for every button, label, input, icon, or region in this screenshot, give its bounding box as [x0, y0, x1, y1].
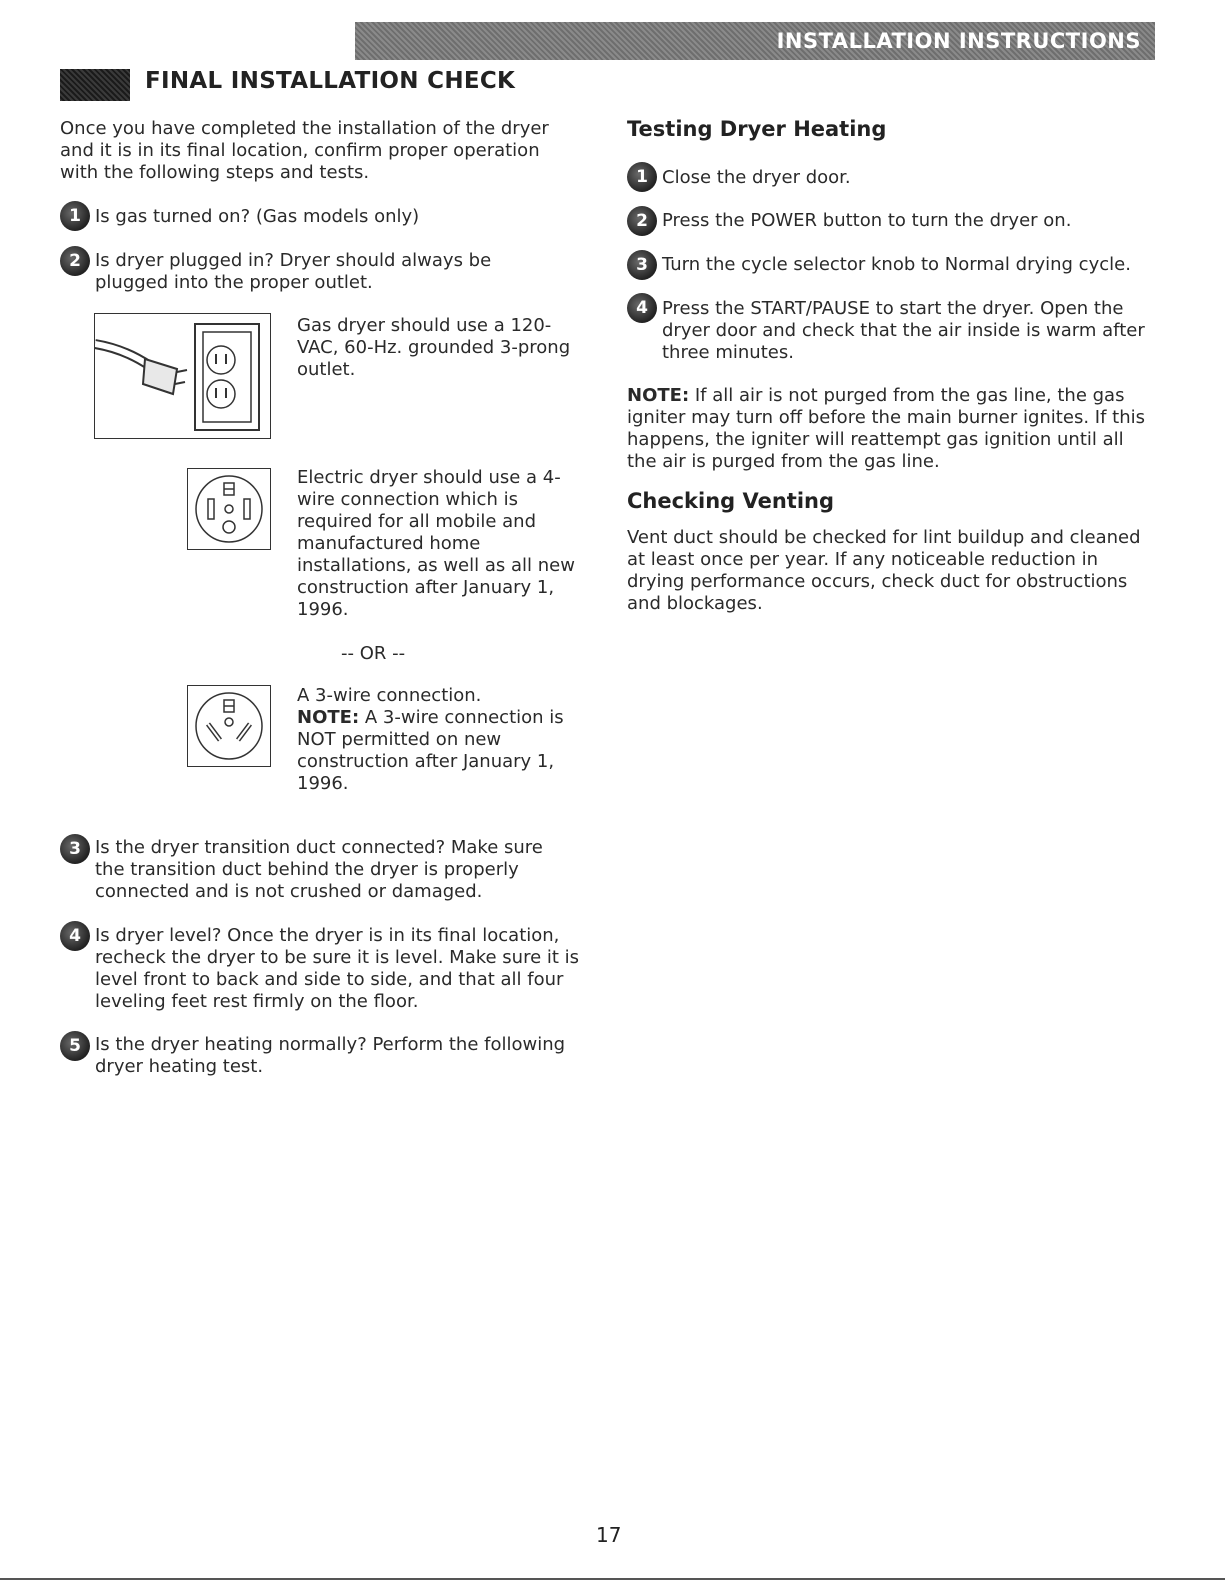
- check-1-badge: 1: [60, 201, 90, 231]
- section-title: FINAL INSTALLATION CHECK: [145, 68, 516, 94]
- header-banner: [355, 22, 1155, 60]
- three-wire-note-label: NOTE:: [297, 707, 360, 728]
- plug-outlet-icon: [95, 314, 270, 438]
- check-5-text: Is the dryer heating normally? Perform the following dryer heating test.: [95, 1034, 566, 1077]
- page-number: 17: [596, 1523, 622, 1547]
- check-2-badge: 2: [60, 246, 90, 276]
- testing-note-label: NOTE:: [627, 385, 690, 406]
- four-wire-text: Electric dryer should use a 4-wire connection which is required for all mobile and manufactured home installations, as well as all new construction after January 1, 1996.: [297, 467, 575, 620]
- section-marker: [60, 69, 130, 101]
- test-step-2-text: Press the POWER button to turn the dryer on.: [662, 210, 1072, 231]
- test-step-1-badge: 1: [627, 162, 657, 192]
- testing-note: [627, 385, 1152, 473]
- testing-heading: Testing Dryer Heating: [627, 117, 887, 141]
- check-3-text: Is the dryer transition duct connected? Make sure the transition duct behind the dryer is properly connected and is not crushed or damaged.: [95, 837, 543, 902]
- banner-title: INSTALLATION INSTRUCTIONS: [776, 29, 1141, 53]
- test-step-3-badge: 3: [627, 250, 657, 280]
- three-wire-text: [297, 685, 577, 795]
- or-separator: -- OR --: [341, 643, 406, 664]
- test-step-4-text: Press the START/PAUSE to start the dryer. Open the dryer door and check that the air inside is warm after three minutes.: [662, 298, 1145, 363]
- four-wire-outlet-image: [187, 468, 271, 550]
- check-4-badge: 4: [60, 921, 90, 951]
- three-wire-label: A 3-wire connection.: [297, 685, 482, 706]
- test-step-2-badge: 2: [627, 206, 657, 236]
- test-step-1-text: Close the dryer door.: [662, 167, 851, 188]
- check-2-text: Is dryer plugged in? Dryer should always be plugged into the proper outlet.: [95, 250, 492, 293]
- test-step-4-badge: 4: [627, 293, 657, 323]
- check-4-text: Is dryer level? Once the dryer is in its final location, recheck the dryer to be sure it is level. Make sure it is level front to back and side to side, and that all four leveling feet rest firmly on the floor.: [95, 925, 580, 1012]
- test-step-3-text: Turn the cycle selector knob to Normal drying cycle.: [662, 254, 1131, 275]
- venting-heading: Checking Venting: [627, 489, 835, 513]
- four-wire-outlet-icon: [188, 469, 270, 549]
- three-wire-outlet-image: [187, 685, 271, 767]
- gas-outlet-text: Gas dryer should use a 120-VAC, 60-Hz. grounded 3-prong outlet.: [297, 315, 571, 380]
- intro-paragraph: Once you have completed the installation of the dryer and it is in its final location, confirm proper operation with the following steps and tests.: [60, 118, 549, 183]
- gas-outlet-image: [94, 313, 271, 439]
- check-3-badge: 3: [60, 834, 90, 864]
- venting-text: Vent duct should be checked for lint buildup and cleaned at least once per year. If any noticeable reduction in drying performance occurs, check duct for obstructions and blockages.: [627, 527, 1141, 614]
- testing-note-text: If all air is not purged from the gas line, the gas igniter may turn off before the main burner ignites. If this happens, the igniter will reattempt gas ignition until all the air is purged from the gas line.: [627, 385, 1145, 472]
- three-wire-note: A 3-wire connection is NOT permitted on new construction after January 1, 1996.: [297, 707, 564, 794]
- bottom-rule: [0, 1578, 1225, 1580]
- check-1-text: Is gas turned on? (Gas models only): [95, 206, 420, 227]
- check-5-badge: 5: [60, 1031, 90, 1061]
- three-wire-outlet-icon: [188, 686, 270, 766]
